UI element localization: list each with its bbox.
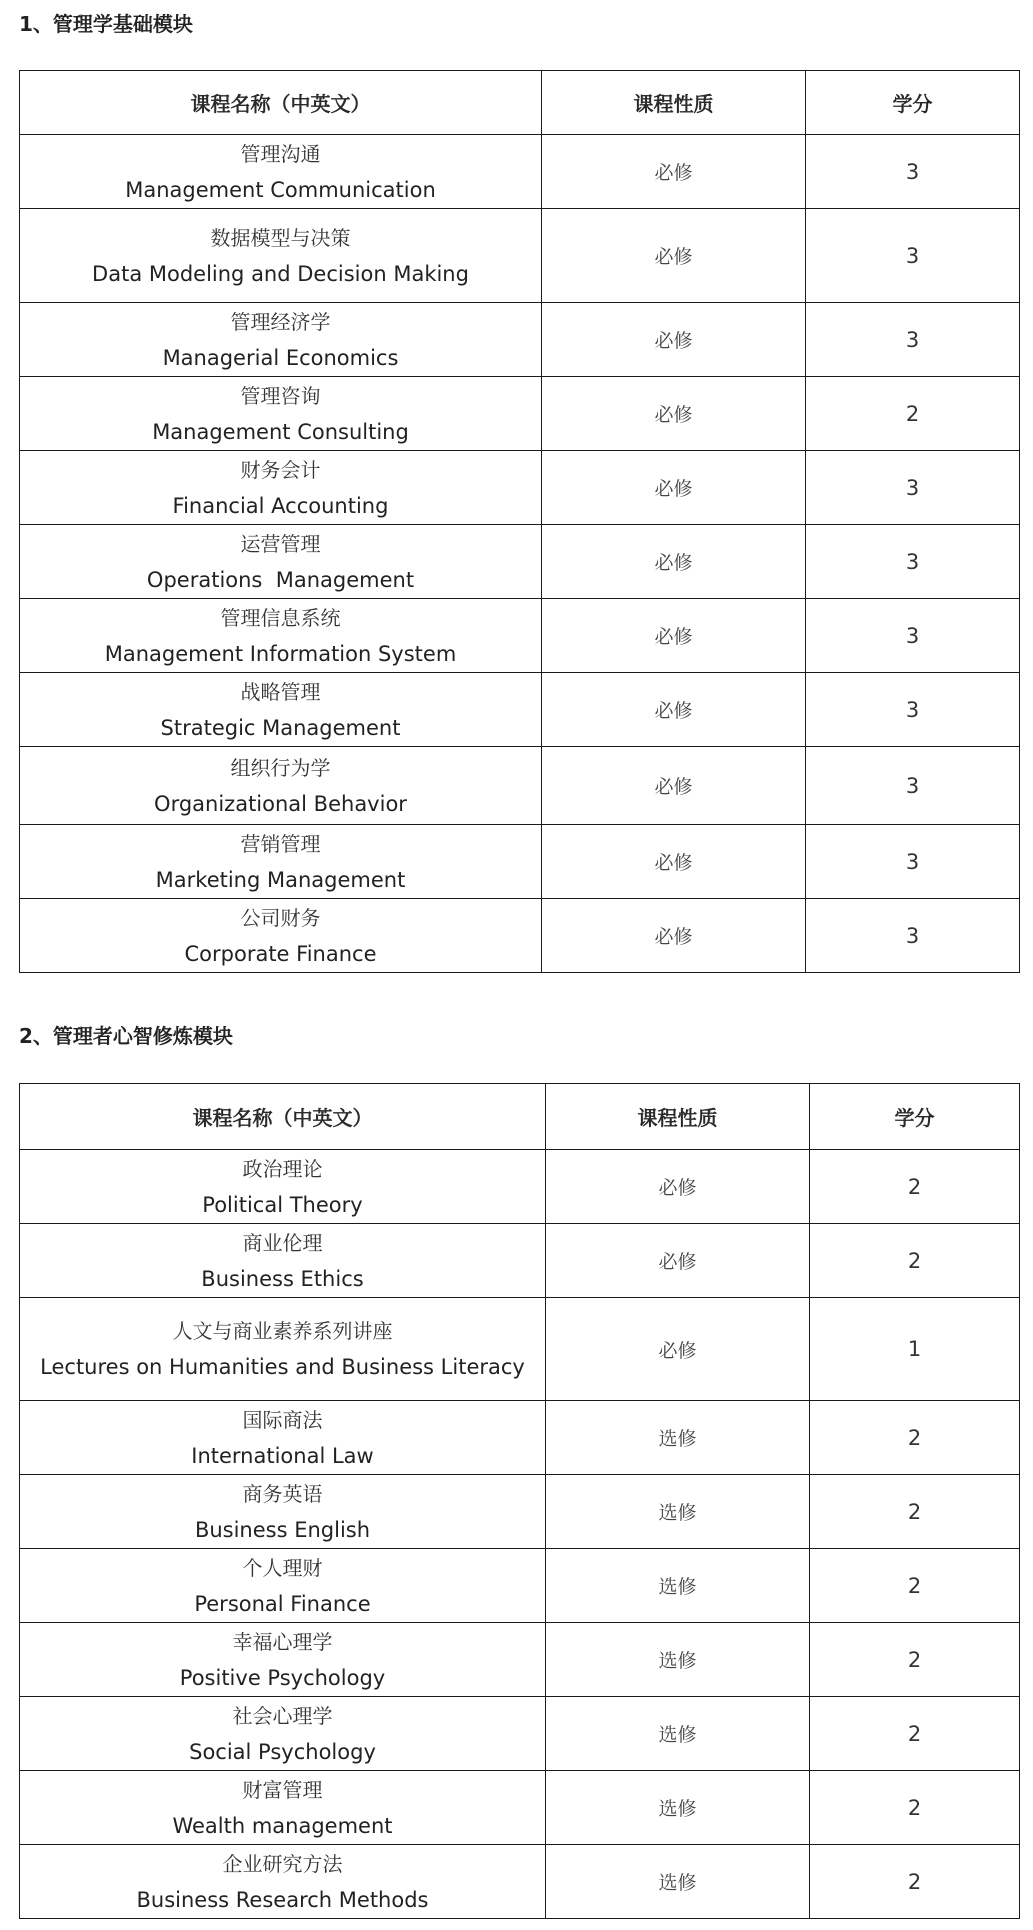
course-name-en: Management Communication bbox=[125, 177, 436, 202]
course-name-cell bbox=[20, 1475, 546, 1549]
course-nature: 必修 bbox=[542, 899, 806, 973]
course-name-cn: 组织行为学 bbox=[230, 755, 331, 780]
course-row bbox=[20, 1401, 1020, 1475]
course-nature: 必修 bbox=[546, 1298, 810, 1401]
course-row bbox=[20, 451, 1020, 525]
course-name-en: Operations Management bbox=[146, 567, 415, 592]
course-nature: 必修 bbox=[542, 747, 806, 825]
course-row bbox=[20, 209, 1020, 303]
course-name-cell bbox=[20, 209, 542, 303]
course-name-cn: 管理沟通 bbox=[240, 141, 321, 166]
course-name-cn: 政治理论 bbox=[242, 1156, 323, 1181]
course-name-en: Organizational Behavior bbox=[154, 791, 407, 816]
course-name-cn: 人文与商业素养系列讲座 bbox=[172, 1319, 393, 1343]
course-credit: 2 bbox=[810, 1401, 1020, 1475]
course-nature: 必修 bbox=[542, 209, 806, 303]
course-credit: 3 bbox=[806, 747, 1020, 825]
course-nature: 选修 bbox=[546, 1475, 810, 1549]
course-row bbox=[20, 899, 1020, 973]
course-credit: 2 bbox=[810, 1150, 1020, 1224]
course-nature: 必修 bbox=[542, 599, 806, 673]
course-row bbox=[20, 673, 1020, 747]
course-name-en: Positive Psychology bbox=[179, 1665, 386, 1690]
course-name-en: Marketing Management bbox=[155, 867, 406, 892]
course-name-en: Corporate Finance bbox=[184, 941, 377, 966]
course-nature: 必修 bbox=[542, 377, 806, 451]
course-name-cell bbox=[20, 673, 542, 747]
course-row bbox=[20, 747, 1020, 825]
course-name-cn: 财务会计 bbox=[240, 457, 321, 482]
course-credit: 2 bbox=[806, 377, 1020, 451]
course-name-cn: 营销管理 bbox=[240, 831, 321, 856]
course-row bbox=[20, 1298, 1020, 1401]
course-name-en: Business English bbox=[194, 1517, 371, 1542]
course-name-cn: 运营管理 bbox=[240, 531, 321, 556]
foundation-course-table bbox=[19, 70, 1020, 973]
course-name-en: Business Research Methods bbox=[136, 1887, 429, 1912]
course-row bbox=[20, 377, 1020, 451]
course-name-cn: 国际商法 bbox=[242, 1407, 323, 1432]
course-name-cn: 财富管理 bbox=[242, 1777, 323, 1802]
course-credit: 2 bbox=[810, 1549, 1020, 1623]
course-name-cell bbox=[20, 899, 542, 973]
course-row bbox=[20, 1771, 1020, 1845]
course-name-cell bbox=[20, 1771, 546, 1845]
course-row bbox=[20, 1475, 1020, 1549]
course-nature: 必修 bbox=[546, 1224, 810, 1298]
course-nature: 选修 bbox=[546, 1771, 810, 1845]
header-course-name: 课程名称（中英文） bbox=[20, 1084, 546, 1150]
section-title-foundation: 1、管理学基础模块 bbox=[19, 12, 193, 36]
course-name-cell bbox=[20, 599, 542, 673]
course-name-cell bbox=[20, 1224, 546, 1298]
course-name-cell bbox=[20, 747, 542, 825]
course-credit: 2 bbox=[810, 1623, 1020, 1697]
course-row bbox=[20, 1224, 1020, 1298]
course-name-cn: 商务英语 bbox=[242, 1481, 323, 1506]
course-name-en: Management Information System bbox=[104, 641, 457, 666]
course-nature: 选修 bbox=[546, 1549, 810, 1623]
course-credit: 3 bbox=[806, 599, 1020, 673]
course-row bbox=[20, 825, 1020, 899]
course-name-cn: 个人理财 bbox=[242, 1555, 323, 1580]
course-name-cn: 管理信息系统 bbox=[220, 605, 341, 630]
header-course-nature: 课程性质 bbox=[542, 71, 806, 135]
course-credit: 3 bbox=[806, 135, 1020, 209]
course-nature: 选修 bbox=[546, 1697, 810, 1771]
course-name-cell bbox=[20, 1549, 546, 1623]
course-name-cn: 数据模型与决策 bbox=[210, 225, 351, 250]
table-header-row bbox=[20, 1084, 1020, 1150]
course-name-en: Personal Finance bbox=[194, 1591, 371, 1616]
course-credit: 3 bbox=[806, 451, 1020, 525]
course-name-en: Lectures on Humanities and Business Literacy bbox=[40, 1355, 525, 1379]
course-nature: 必修 bbox=[542, 825, 806, 899]
course-row bbox=[20, 1623, 1020, 1697]
course-name-en: Political Theory bbox=[202, 1192, 363, 1217]
course-name-cell bbox=[20, 525, 542, 599]
header-course-name: 课程名称（中英文） bbox=[20, 71, 542, 135]
course-name-cn: 商业伦理 bbox=[242, 1230, 323, 1255]
course-name-cn: 管理经济学 bbox=[230, 309, 331, 334]
course-nature: 必修 bbox=[542, 303, 806, 377]
course-credit: 3 bbox=[806, 673, 1020, 747]
course-name-en: Business Ethics bbox=[201, 1266, 364, 1291]
course-name-cell bbox=[20, 1697, 546, 1771]
course-name-cn: 公司财务 bbox=[240, 905, 321, 930]
course-row bbox=[20, 1845, 1020, 1919]
mindset-course-table bbox=[19, 1083, 1020, 1919]
course-name-cn: 战略管理 bbox=[240, 679, 321, 704]
course-name-cn: 企业研究方法 bbox=[222, 1851, 343, 1876]
course-name-cell bbox=[20, 377, 542, 451]
course-credit: 2 bbox=[810, 1475, 1020, 1549]
course-nature: 必修 bbox=[542, 673, 806, 747]
header-course-nature: 课程性质 bbox=[546, 1084, 810, 1150]
course-name-cell bbox=[20, 1845, 546, 1919]
course-nature: 选修 bbox=[546, 1845, 810, 1919]
course-name-en: Data Modeling and Decision Making bbox=[92, 261, 469, 286]
course-name-en: Management Consulting bbox=[152, 419, 409, 444]
course-name-en: Wealth management bbox=[172, 1813, 393, 1838]
course-name-cell bbox=[20, 825, 542, 899]
course-name-cell bbox=[20, 451, 542, 525]
course-name-cell bbox=[20, 1401, 546, 1475]
course-name-cn: 社会心理学 bbox=[232, 1703, 333, 1728]
header-credits: 学分 bbox=[806, 71, 1020, 135]
course-credit: 1 bbox=[810, 1298, 1020, 1401]
course-row bbox=[20, 599, 1020, 673]
course-name-en: Financial Accounting bbox=[172, 493, 389, 518]
course-credit: 3 bbox=[806, 303, 1020, 377]
course-credit: 3 bbox=[806, 209, 1020, 303]
course-nature: 必修 bbox=[546, 1150, 810, 1224]
course-row bbox=[20, 525, 1020, 599]
course-name-cell bbox=[20, 1150, 546, 1224]
course-row bbox=[20, 1697, 1020, 1771]
course-name-cell bbox=[20, 303, 542, 377]
course-credit: 2 bbox=[810, 1224, 1020, 1298]
course-name-cell bbox=[20, 135, 542, 209]
course-nature: 必修 bbox=[542, 135, 806, 209]
course-row bbox=[20, 1549, 1020, 1623]
header-credits: 学分 bbox=[810, 1084, 1020, 1150]
course-name-en: Strategic Management bbox=[160, 715, 401, 740]
course-row bbox=[20, 135, 1020, 209]
course-name-cell bbox=[20, 1623, 546, 1697]
course-nature: 必修 bbox=[542, 525, 806, 599]
course-name-en: International Law bbox=[191, 1443, 374, 1468]
course-row bbox=[20, 1150, 1020, 1224]
course-credit: 2 bbox=[810, 1845, 1020, 1919]
course-name-cn: 管理咨询 bbox=[240, 383, 321, 408]
table-header-row bbox=[20, 71, 1020, 135]
course-name-cn: 幸福心理学 bbox=[232, 1629, 333, 1654]
course-nature: 选修 bbox=[546, 1623, 810, 1697]
course-nature: 选修 bbox=[546, 1401, 810, 1475]
section-title-mindset: 2、管理者心智修炼模块 bbox=[19, 1024, 233, 1048]
course-credit: 3 bbox=[806, 899, 1020, 973]
course-name-en: Social Psychology bbox=[189, 1739, 376, 1764]
course-credit: 2 bbox=[810, 1771, 1020, 1845]
course-row bbox=[20, 303, 1020, 377]
course-nature: 必修 bbox=[542, 451, 806, 525]
course-credit: 3 bbox=[806, 825, 1020, 899]
course-credit: 3 bbox=[806, 525, 1020, 599]
course-name-cell bbox=[20, 1298, 546, 1401]
course-name-en: Managerial Economics bbox=[162, 345, 399, 370]
course-credit: 2 bbox=[810, 1697, 1020, 1771]
